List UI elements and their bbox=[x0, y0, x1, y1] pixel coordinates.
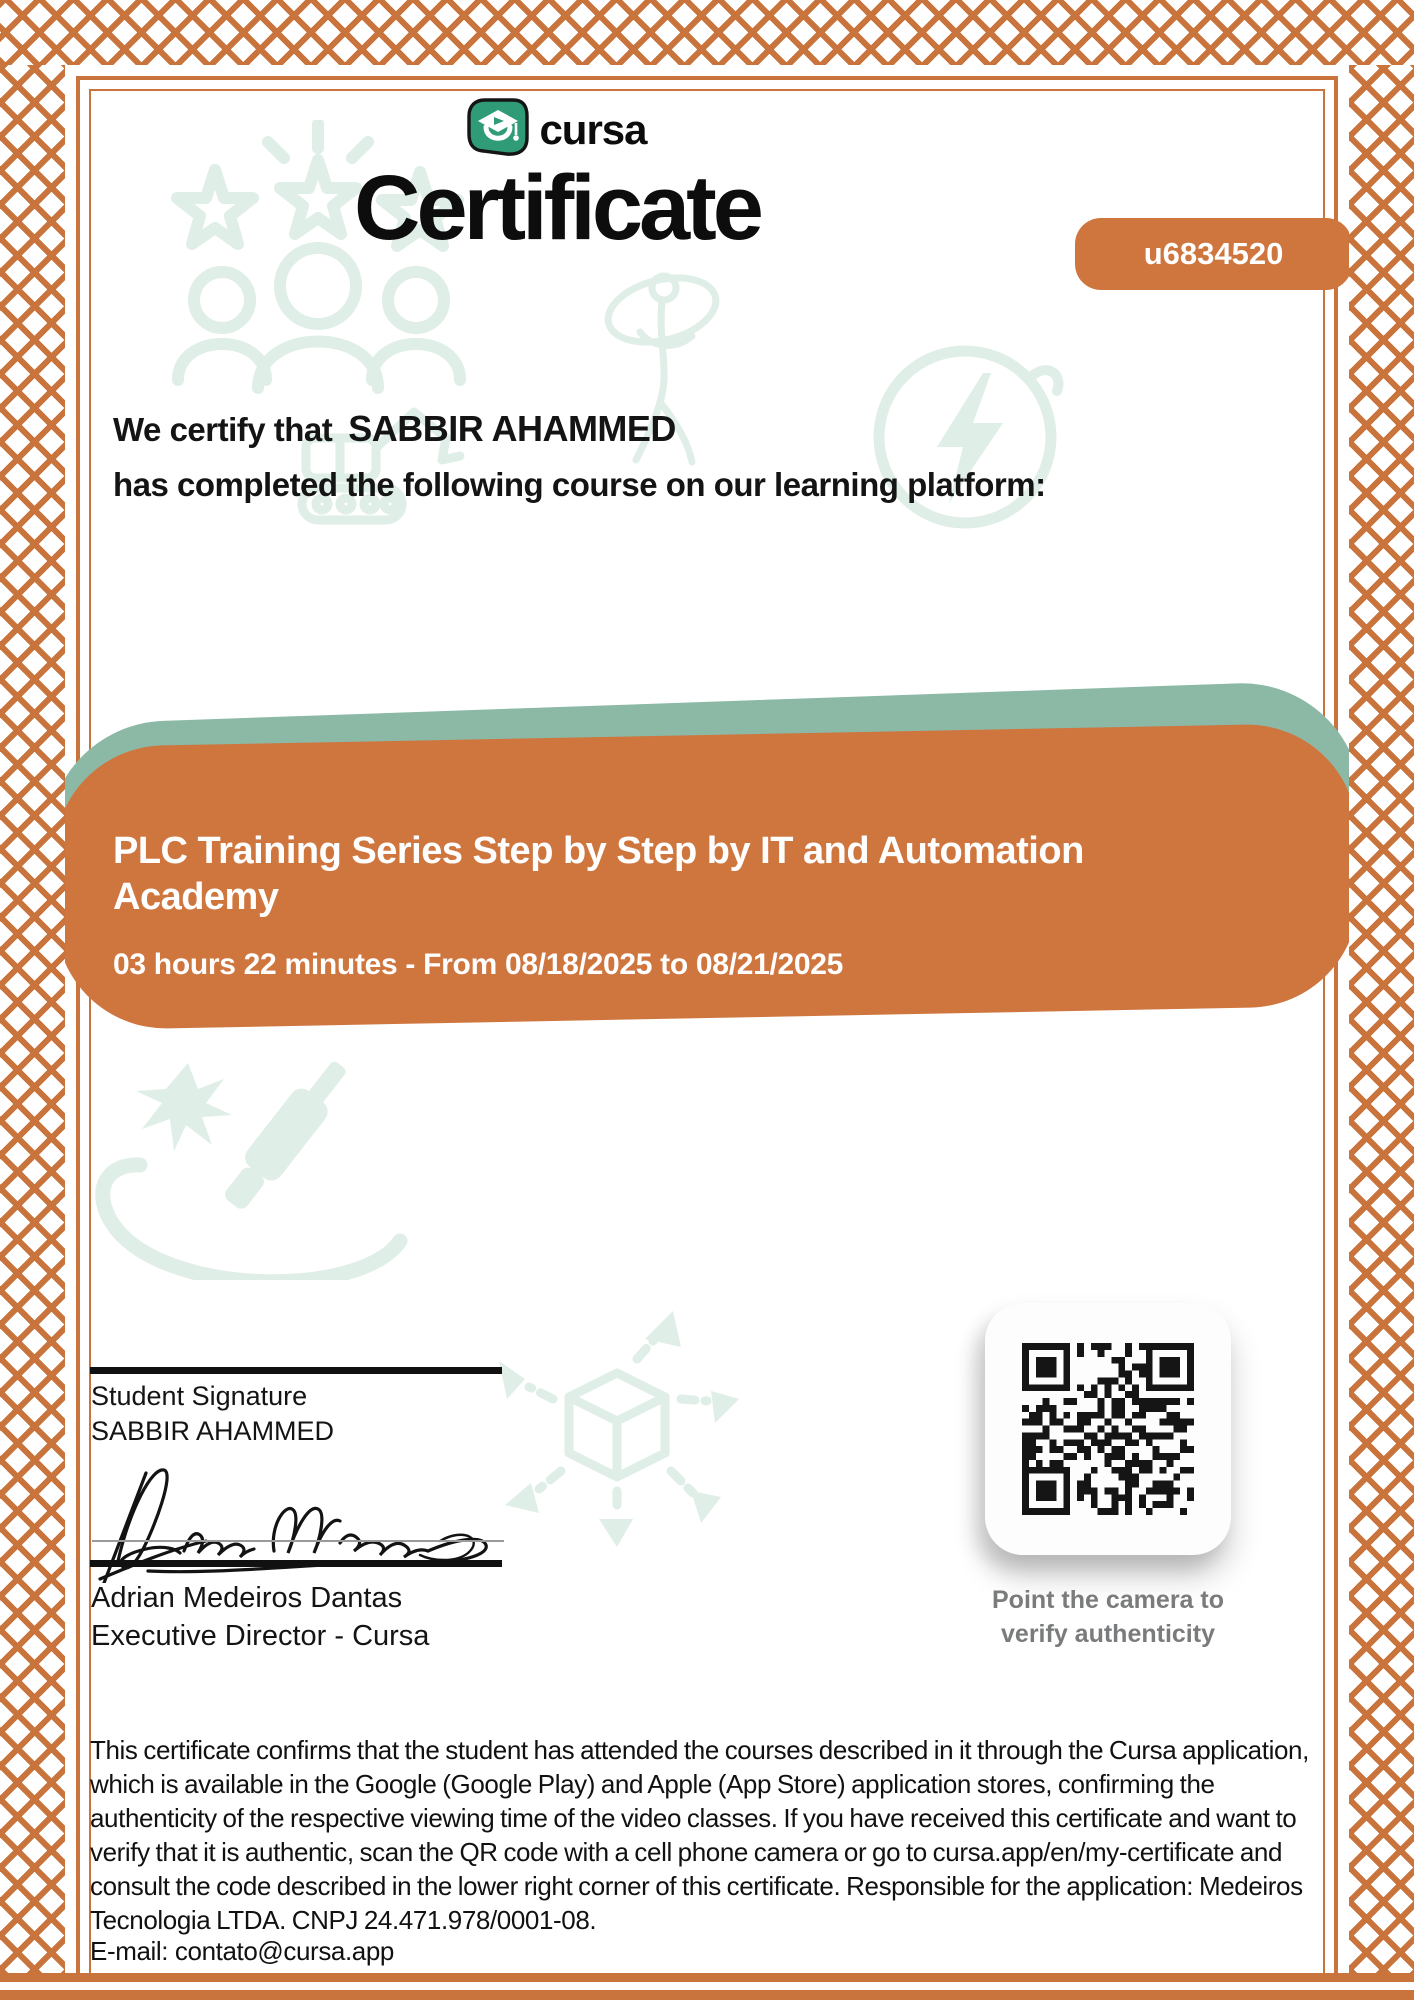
certificate-code: u6834520 bbox=[1143, 236, 1284, 271]
qr-card bbox=[985, 1303, 1231, 1555]
student-name: SABBIR AHAMMED bbox=[348, 408, 676, 449]
signature-student-name: SABBIR AHAMMED bbox=[91, 1416, 335, 1446]
signature-rule-bottom bbox=[90, 1560, 502, 1567]
footer-email: E-mail: contato@cursa.app bbox=[90, 1936, 394, 1966]
bottom-bar-lower bbox=[0, 1990, 1414, 2000]
footer-disclaimer: This certificate confirms that the student has attended the courses described in it through the Cursa application, which is available in the Google (Google Play) and Apple (App Store) application stores, confirming the authenticity of the respective viewing time of the video classes. If you have received this certificate and want to verify that it is authentic, scan the QR code with a cell phone camera or go to cursa.app/en/my-certificate and consult the code described in the lower right corner of this certificate. Responsible for the application: Medeiros Tecnologia LTDA. CNPJ 24.471.978/0001-08. bbox=[90, 1735, 1309, 1936]
certificate-title: Certificate bbox=[354, 157, 760, 259]
qr-caption: Point the camera to verify authenticity bbox=[992, 1586, 1224, 1648]
certify-prefix: We certify that bbox=[113, 411, 333, 448]
cursa-logo-text: cursa bbox=[539, 105, 647, 153]
signature-baseline bbox=[92, 1540, 504, 1542]
qr-code bbox=[1022, 1343, 1194, 1515]
certificate-code-badge bbox=[1075, 218, 1352, 290]
border-pattern-right bbox=[1349, 65, 1414, 1973]
signer-role: Executive Director - Cursa bbox=[91, 1620, 430, 1652]
brand bbox=[0, 98, 1114, 161]
cursa-logo-icon bbox=[467, 98, 529, 161]
certify-line bbox=[113, 408, 676, 450]
student-signature-label: Student Signature bbox=[91, 1381, 308, 1411]
course-duration-dates: 03 hours 22 minutes - From 08/18/2025 to 08/21/2025 bbox=[113, 948, 844, 981]
signature-rule-top bbox=[90, 1367, 502, 1374]
course-title: PLC Training Series Step by Step by IT and Automation Academy bbox=[113, 830, 1084, 919]
signer-name: Adrian Medeiros Dantas bbox=[91, 1582, 403, 1614]
inner-frame-thin bbox=[89, 89, 1325, 1973]
bottom-bar-upper bbox=[0, 1973, 1414, 1982]
border-pattern-left bbox=[0, 65, 65, 1973]
completion-line: has completed the following course on our learning platform: bbox=[113, 466, 1046, 503]
border-pattern-top bbox=[0, 0, 1414, 65]
